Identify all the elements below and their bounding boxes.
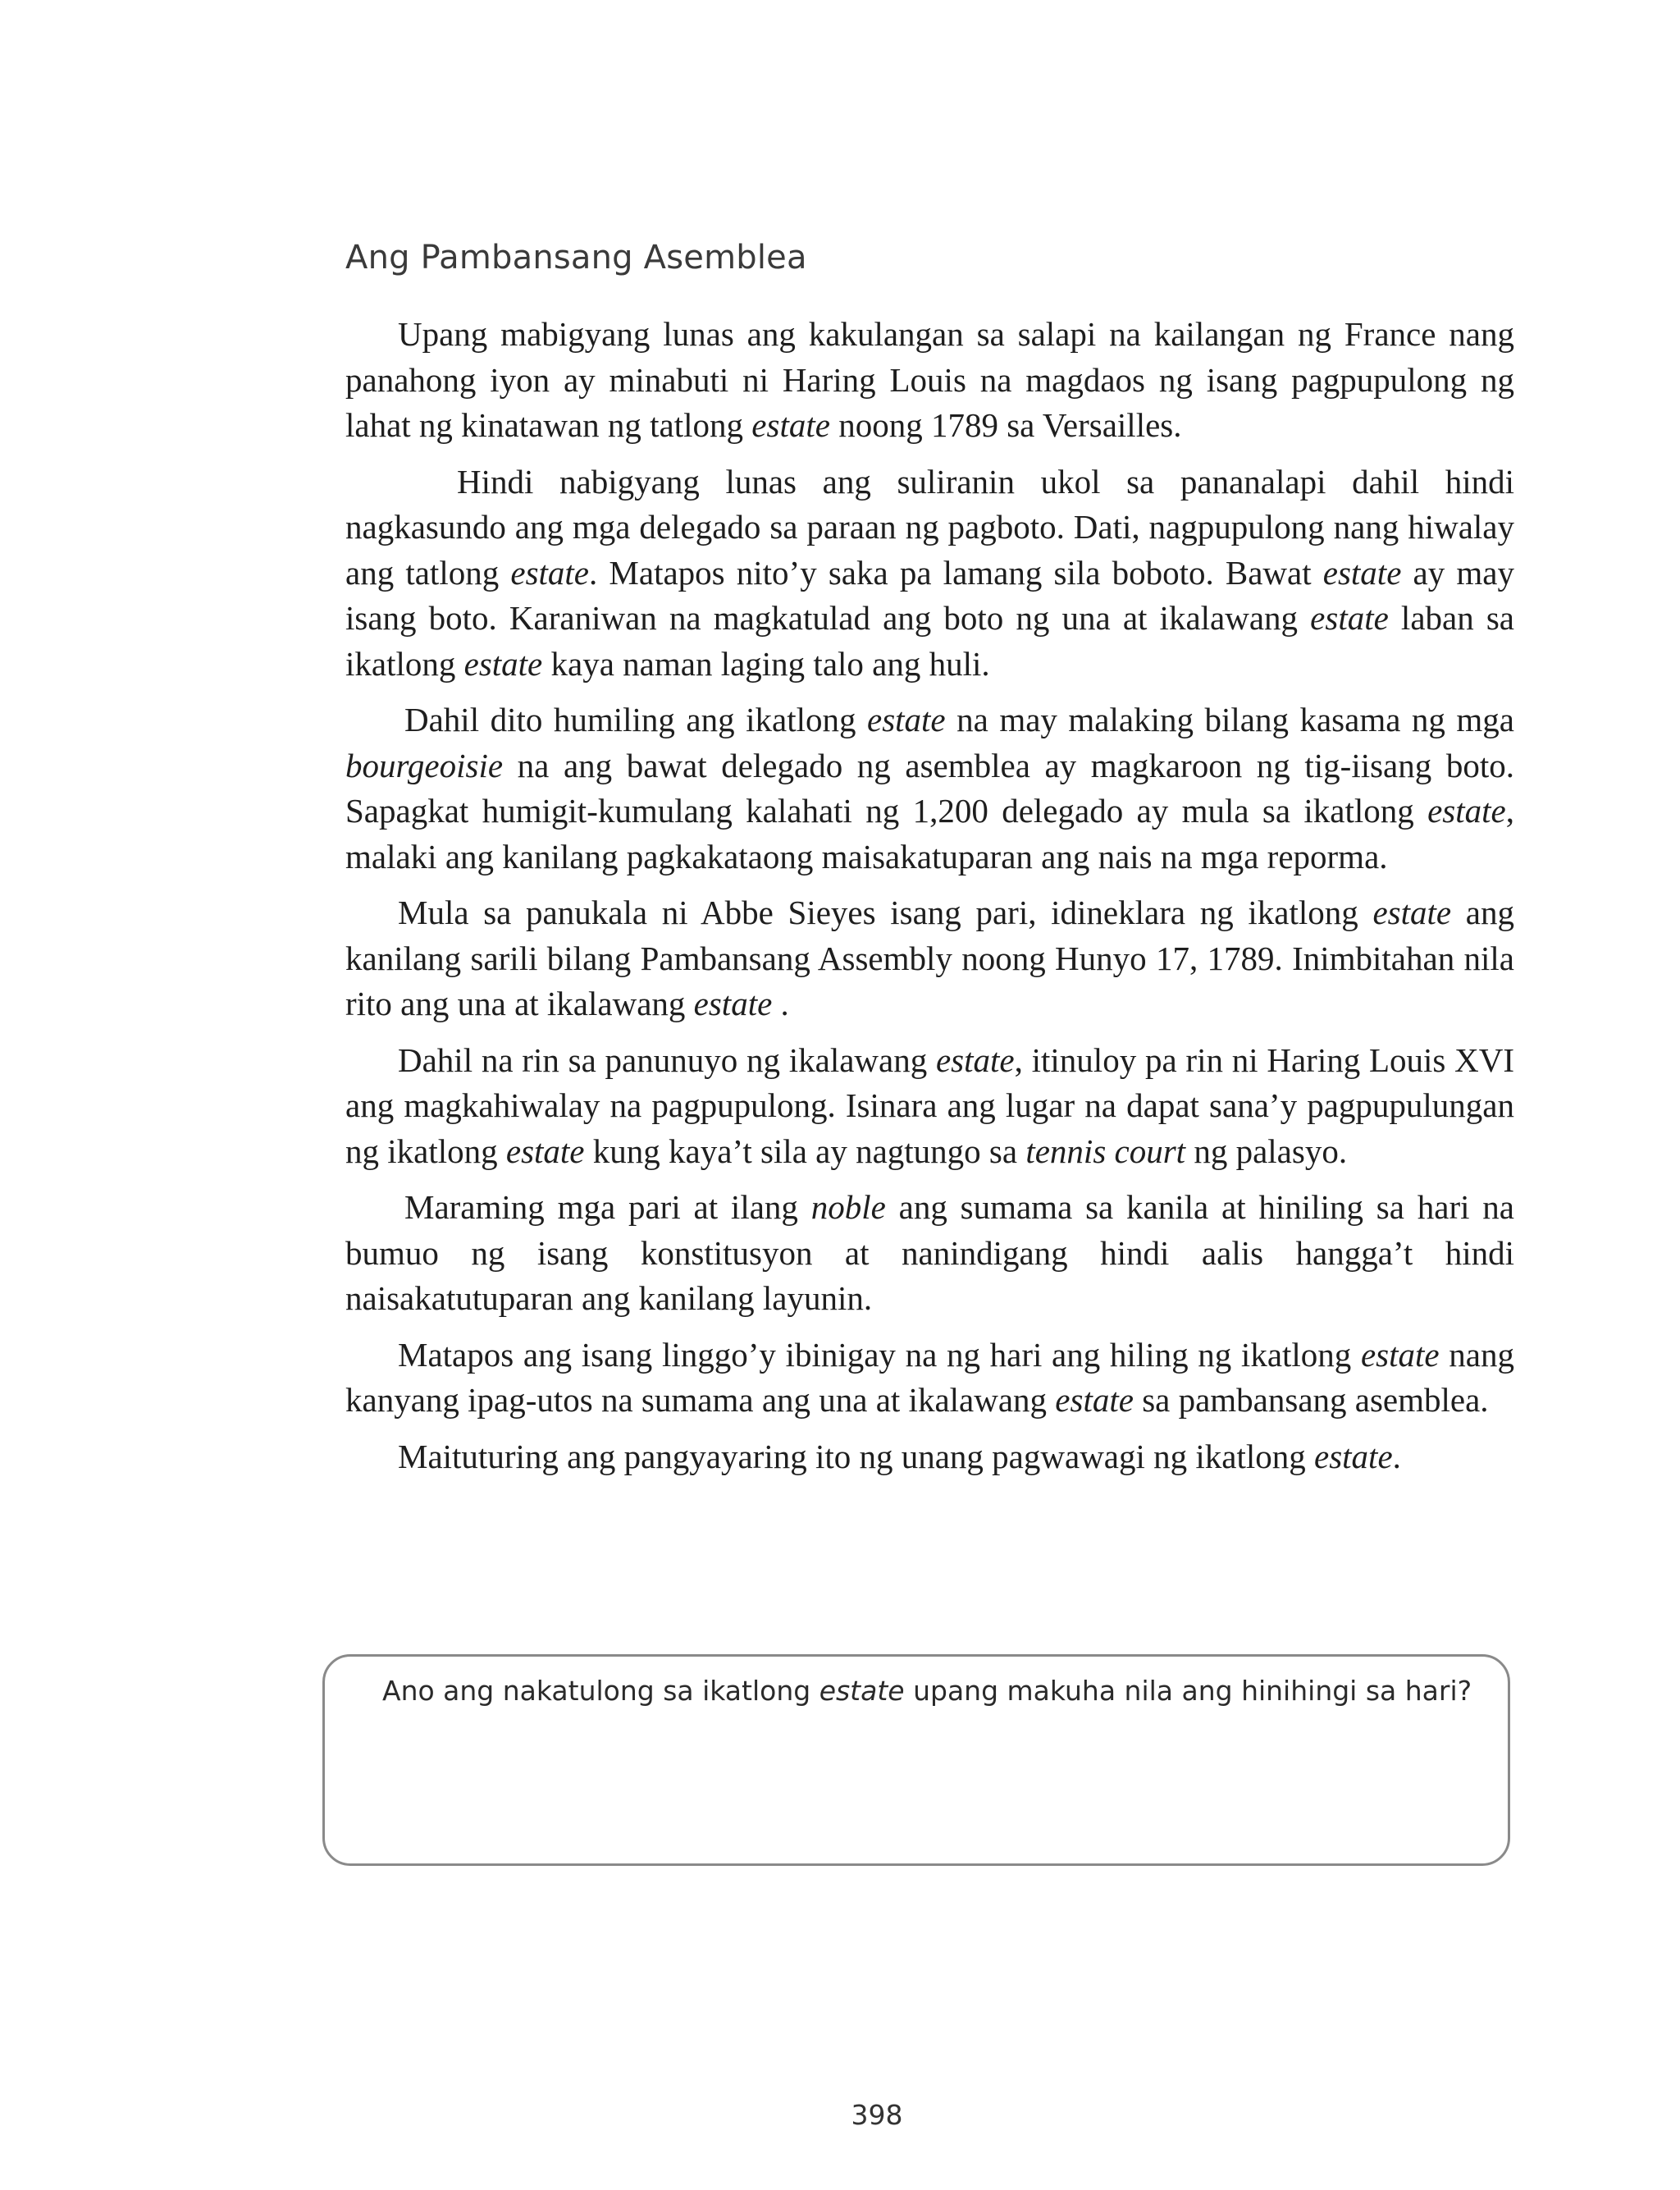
italic-term: estate <box>1055 1381 1134 1419</box>
paragraph <box>345 890 1514 1027</box>
italic-term: estate <box>1314 1437 1393 1475</box>
italic-term: estate <box>1310 599 1389 637</box>
text-run: ang kanilang sarili bilang Pambansang Assembly noong Hunyo 17, 1789. Inimbitahan nila rito ang una at ikalawang <box>345 894 1514 1022</box>
text-run: Mula sa panukala ni Abbe Sieyes isang pari, idineklara ng ikatlong <box>398 894 1373 931</box>
text-run: . Matapos nito’y saka pa lamang sila boboto. Bawat <box>589 553 1323 592</box>
text-run: Upang mabigyang lunas ang kakulangan sa salapi na kailangan ng France nang panahong iyon ay minabuti ni Haring Louis na magdaos ng isang pagpupulong ng lahat ng kinatawan ng tatlong <box>345 315 1514 444</box>
italic-term: noble <box>810 1188 886 1226</box>
text-run: kaya naman laging talo ang huli. <box>542 644 990 683</box>
paragraph <box>345 312 1514 449</box>
text-run: ay may isang boto. Karaniwan na magkatulad ang boto ng una at ikalawang <box>345 553 1514 637</box>
text-run: na may malaking bilang kasama ng mga <box>945 701 1514 738</box>
text-run: , malaki ang kanilang pagkakataong maisakatuparan ang nais na mga reporma. <box>345 792 1514 876</box>
italic-term: estate <box>693 985 773 1022</box>
text-run: ang sumama sa kanila at hiniling sa hari na bumuo ng isang konstitusyon at nanindigang hindi aalis hangga’t hindi naisakatutuparan ang kanilang layunin. <box>345 1188 1514 1317</box>
text-run: sa pambansang asemblea. <box>1133 1381 1489 1419</box>
italic-term: tennis court <box>1025 1132 1186 1170</box>
paragraph <box>345 459 1514 688</box>
text-run: ng palasyo. <box>1185 1132 1348 1170</box>
paragraph <box>345 697 1514 880</box>
italic-term: estate <box>1372 894 1452 931</box>
text-run: Maraming mga pari at ilang <box>404 1188 811 1226</box>
paragraph <box>345 1185 1514 1322</box>
text-run: noong 1789 sa Versailles. <box>829 406 1182 444</box>
italic-term: bourgeoisie <box>345 746 504 784</box>
text-run: Dahil na rin sa panunuyo ng ikalawang <box>398 1040 936 1079</box>
question-text <box>382 1675 1472 1707</box>
body-text <box>345 312 1514 1490</box>
italic-term: estate <box>819 1675 905 1707</box>
text-run: Ano ang nakatulong sa ikatlong <box>382 1675 819 1707</box>
text-run: Hindi nabigyang lunas ang suliranin ukol sa pananalapi dahil hindi nagkasundo ang mga delegado sa paraan ng pagboto. Dati, nagpupulong nang hiwalay ang tatlong <box>345 462 1514 592</box>
paragraph <box>345 1434 1514 1480</box>
italic-term: estate <box>1427 792 1506 830</box>
paragraph <box>345 1038 1514 1175</box>
italic-term: estate <box>751 406 830 444</box>
text-run: na ang bawat delegado ng asemblea ay magkaroon ng tig-iisang boto. Sapagkat humigit-kumulang kalahati ng 1,200 delegado ay mula sa ikatlong <box>345 746 1514 830</box>
italic-term: estate <box>510 553 590 592</box>
italic-term: estate <box>463 644 543 683</box>
text-run: nang kanyang ipag-utos na sumama ang una at ikalawang <box>345 1335 1514 1419</box>
text-run: Maituturing ang pangyayaring ito ng unang pagwawagi ng ikatlong <box>398 1437 1315 1475</box>
text-run: laban sa ikatlong <box>345 599 1514 683</box>
italic-term: estate <box>935 1040 1015 1079</box>
italic-term: estate <box>1322 553 1402 592</box>
question-box <box>322 1654 1510 1866</box>
page-number: 398 <box>851 2099 903 2131</box>
text-run: kung kaya’t sila ay nagtungo sa <box>584 1132 1026 1170</box>
paragraph <box>345 1333 1514 1424</box>
text-run: . <box>772 985 789 1022</box>
italic-term: estate <box>1360 1335 1440 1374</box>
text-run: upang makuha nila ang hinihingi sa hari? <box>904 1675 1472 1707</box>
text-run: . <box>1392 1437 1401 1475</box>
italic-term: estate <box>867 701 946 738</box>
text-run: Matapos ang isang linggo’y ibinigay na ng hari ang hiling ng ikatlong <box>398 1335 1361 1374</box>
text-run: , itinuloy pa rin ni Haring Louis XVI ang magkahiwalay na pagpupulong. Isinara ang lugar na dapat sana’y pagpupulungan ng ikatlong <box>345 1040 1514 1170</box>
text-run: Dahil dito humiling ang ikatlong <box>404 701 867 738</box>
section-heading: Ang Pambansang Asemblea <box>345 239 807 277</box>
italic-term: estate <box>505 1132 585 1170</box>
